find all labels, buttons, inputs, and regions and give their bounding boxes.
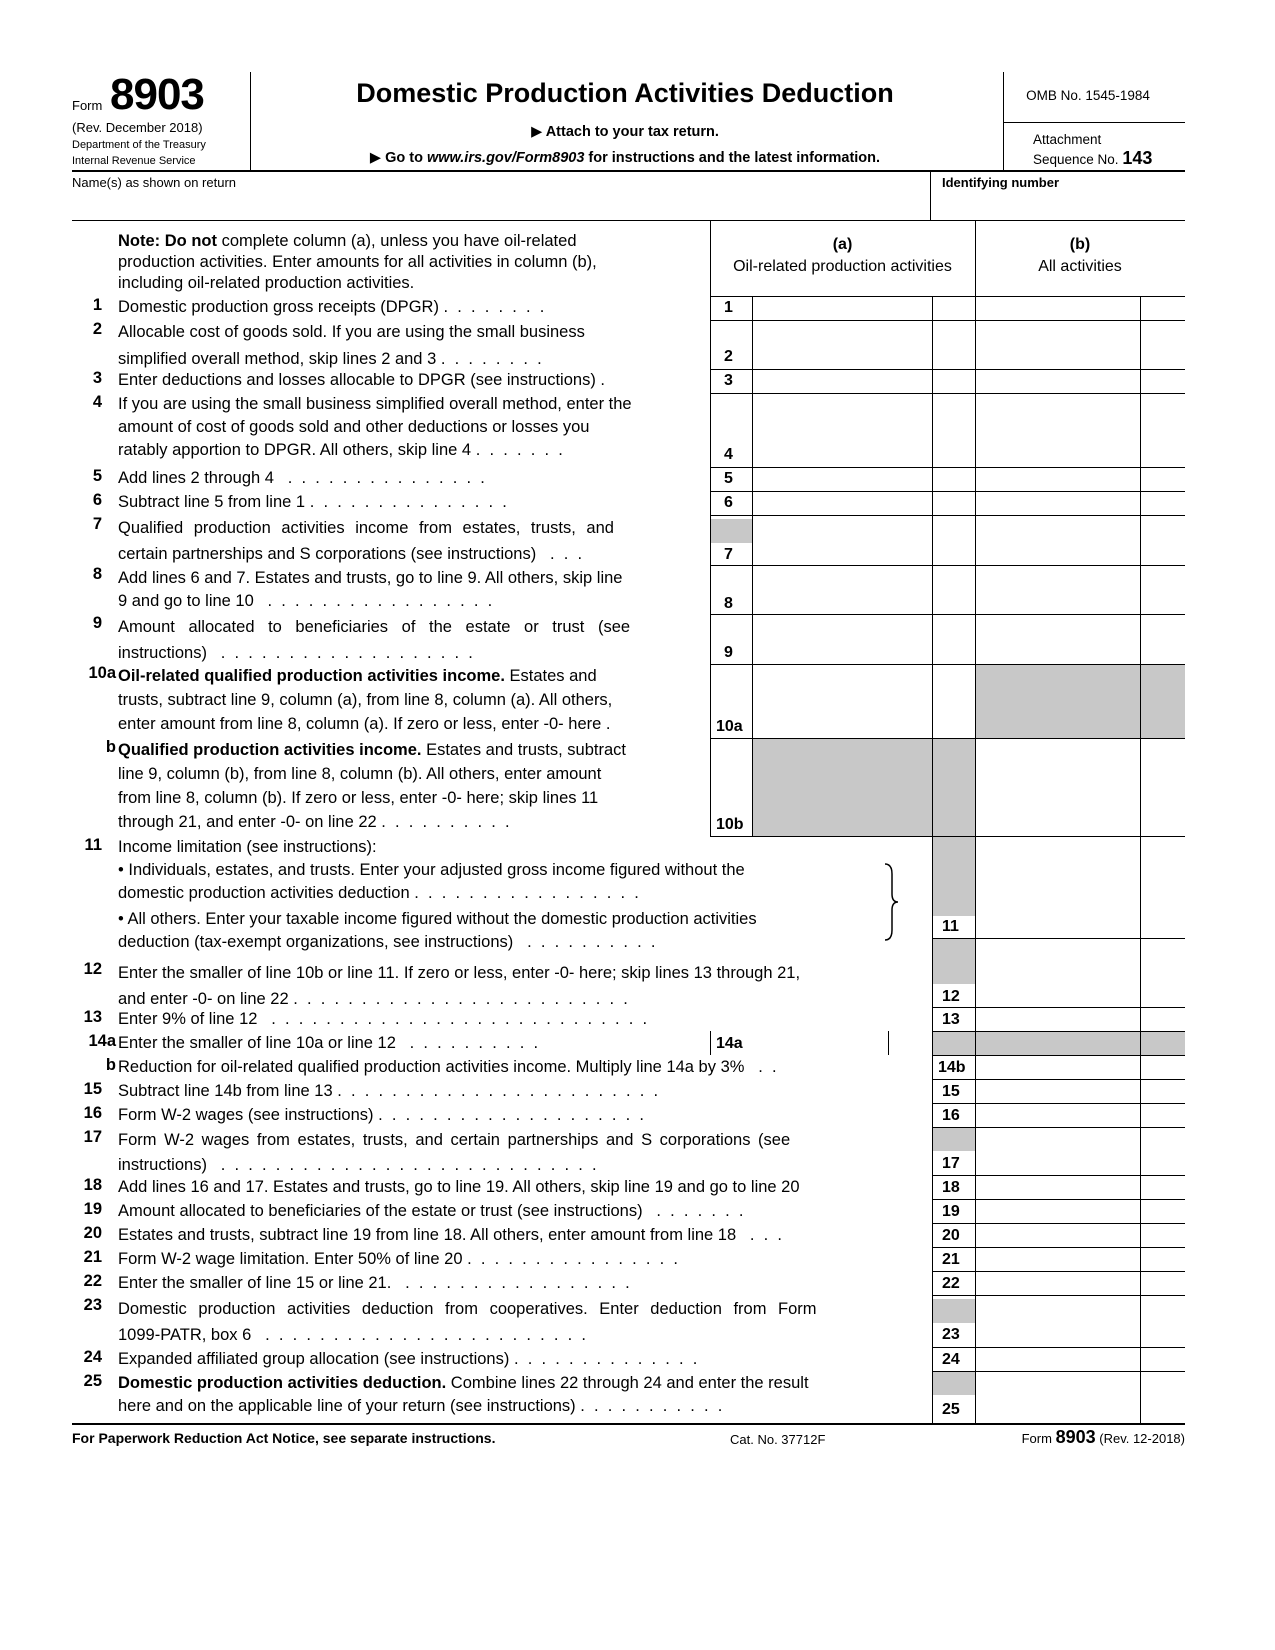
line-8-text: Add lines 6 and 7. Estates and trusts, go to line 9. All others, skip line 9 and go to line 10 . . . . . . . . . . . . . . . . . [118,569,623,610]
note: Note: Do not complete column (a), unless you have oil-related production activities. Enter amounts for all activities in column (b), including oil-related production activities. [118,232,597,292]
line-3-text: Enter deductions and losses allocable to DPGR (see instructions) . [118,371,606,389]
line-6-text: Subtract line 5 from line 1 . . . . . . . . . . . . . . . [118,493,507,511]
line-5b-input[interactable] [977,468,1138,490]
line-15-text: Subtract line 14b from line 13 . . . . . . . . . . . . . . . . . . . . . . . . [118,1082,659,1100]
line-25-box: 25 [942,1401,960,1418]
identifying-number-label: Identifying number [942,175,1059,190]
line-10b-box: 10b [716,816,744,833]
line-11-box: 11 [942,918,959,935]
line-6a-input[interactable] [754,492,930,514]
agency: Internal Revenue Service [72,155,196,167]
line-10a-input[interactable] [754,714,930,736]
right-brace-icon [882,862,900,942]
attach-instruction: ▶ Attach to your tax return. [531,124,719,140]
line-7b-input[interactable] [977,542,1138,564]
line-5-box: 5 [724,470,733,487]
line-23-input[interactable] [977,1323,1138,1345]
line-24-input[interactable] [977,1348,1138,1370]
line-16-box: 16 [942,1107,960,1124]
line-8b-input[interactable] [977,591,1138,613]
line-24-text: Expanded affiliated group allocation (see instructions) . . . . . . . . . . . . . . [118,1350,698,1368]
line-12-box: 12 [942,988,960,1005]
line-16-text: Form W-2 wages (see instructions) . . . . . . . . . . . . . . . . . . . . [118,1106,645,1124]
line-13-text: Enter 9% of line 12 . . . . . . . . . . . . . . . . . . . . . . . . . . . . [118,1010,648,1028]
line-5-text: Add lines 2 through 4 . . . . . . . . . . . . . . . [118,469,485,487]
footer-form-id: Form 8903 (Rev. 12-2018) [1021,1427,1185,1447]
line-9-box: 9 [724,644,733,661]
line-9a-input[interactable] [754,640,930,662]
line-8-box: 8 [724,595,733,612]
column-b-label: All activities [1038,258,1122,275]
line-19-box: 19 [942,1203,960,1220]
line-20-box: 20 [942,1227,960,1244]
line-18-box: 18 [942,1179,960,1196]
line-10b-input[interactable] [977,812,1138,834]
line-14a-text: Enter the smaller of line 10a or line 12 . . . . . . . . . . [118,1034,539,1052]
line-21-input[interactable] [977,1248,1138,1270]
line-20-input[interactable] [977,1224,1138,1246]
names-field[interactable] [72,193,922,219]
line-2b-input[interactable] [977,346,1138,368]
attachment-label: Attachment [1033,132,1102,147]
shade-11-top [932,836,975,916]
line-24-box: 24 [942,1351,960,1368]
line-3a-input[interactable] [754,370,930,392]
line-1-box: 1 [724,299,733,316]
line-9-text: Amount allocated to beneficiaries of the estate or trust (see instructions) . . . . . . . . . . . . . . . . . . . [118,618,631,662]
line-15-input[interactable] [977,1080,1138,1102]
line-9b-input[interactable] [977,640,1138,662]
column-a-letter: (a) [832,236,853,253]
line-25-text: Domestic production activities deduction. Combine lines 22 through 24 and enter the result here and on the applicable line of your return (see instructions) . . . . . . . . . . . [118,1374,809,1415]
line-11-text: Income limitation (see instructions): • Individuals, estates, and trusts. Enter your adjusted gross income figured without the domestic production activities deduction . . . . . . . . . . . . . . . . . • All others. Enter your taxable income figured without the domestic production activities deduction (tax-exempt organizations, see instructions) . . . . . . . . . . [118,838,757,951]
line-22-box: 22 [942,1275,960,1292]
line-21-box: 21 [942,1251,960,1268]
names-label: Name(s) as shown on return [72,175,237,190]
line-7-text: Qualified production activities income from estates, trusts, and certain partnerships and S corporations (see instructions) . . . [118,519,614,563]
line-16-input[interactable] [977,1104,1138,1126]
shade-line7-box [711,519,752,543]
sequence-number [1033,148,1152,169]
shade-12-top [932,938,975,984]
column-a-label: Oil-related production activities [733,258,952,275]
column-b-letter: (b) [1069,236,1091,253]
line-3b-input[interactable] [977,370,1138,392]
line-10a-text: Oil-related qualified production activities income. Estates and trusts, subtract line 9, column (a), from line 8, column (a). All others, enter amount from line 8, column (a). If zero or less, enter -0- here . [118,667,613,733]
line-17-text: Form W-2 wages from estates, trusts, and certain partnerships and S corporations (see instructions) . . . . . . . . . . . . . . . . . . . . . . . . . . . . [118,1131,791,1174]
line-12-input[interactable] [977,984,1138,1006]
line-6-box: 6 [724,494,733,511]
line-4-text: If you are using the small business simplified overall method, enter the amount of cost of goods sold and other deductions or losses you ratably apportion to DPGR. All others, skip line 4 . . . . . . . [118,395,632,459]
paperwork-notice: For Paperwork Reduction Act Notice, see separate instructions. [72,1430,496,1446]
shade-10b-col-a [752,738,975,836]
form-title: Domestic Production Activities Deduction [356,78,894,108]
line-7-box: 7 [724,546,733,563]
line-25-input[interactable] [977,1397,1138,1421]
revision-date: (Rev. December 2018) [72,120,203,135]
line-19-text: Amount allocated to beneficiaries of the estate or trust (see instructions) . . . . . . . [118,1202,744,1220]
goto-prefix: ▶ Go to [369,150,427,166]
note-bold: Note: Do not [118,232,217,250]
line-13-box: 13 [942,1011,960,1028]
shade-10a-col-b [975,664,1185,738]
form-number: 8903 [110,70,204,119]
line-17-box: 17 [942,1155,960,1172]
line-14b-text: Reduction for oil-related qualified production activities income. Multiply line 14a by 3% . . [118,1058,777,1076]
shade-25-top [932,1371,975,1395]
line-5a-input[interactable] [754,468,930,490]
shade-17-top [932,1127,975,1151]
line-14a-box: 14a [716,1035,743,1052]
line-17-input[interactable] [977,1152,1138,1174]
line-21-text: Form W-2 wage limitation. Enter 50% of line 20 . . . . . . . . . . . . . . . . [118,1250,678,1268]
line-3-box: 3 [724,372,733,389]
catalog-number: Cat. No. 37712F [730,1432,826,1447]
line-7a-input[interactable] [754,542,930,564]
shade-14a-row [932,1031,1185,1055]
line-2-text: Allocable cost of goods sold. If you are using the small business simplified overall method, skip lines 2 and 3 . . . . . . . . [118,323,585,368]
goto-suffix: for instructions and the latest information. [584,150,881,166]
line-22-input[interactable] [977,1272,1138,1294]
line-2a-input[interactable] [754,346,930,368]
line-22-text: Enter the smaller of line 15 or line 21. . . . . . . . . . . . . . . . . . [118,1274,630,1292]
irs-url[interactable]: www.irs.gov/Form8903 [426,150,585,166]
line-8a-input[interactable] [754,591,930,613]
line-18-text: Add lines 16 and 17. Estates and trusts, go to line 19. All others, skip line 19 and go to line 20 [118,1178,800,1196]
line-15-box: 15 [942,1083,960,1100]
line-13-input[interactable] [977,1008,1138,1030]
line-1-text: Domestic production gross receipts (DPGR) . . . . . . . . [118,298,545,316]
department: Department of the Treasury [72,139,206,151]
line-23-text: Domestic production activities deduction from cooperatives. Enter deduction from Form 1099-PATR, box 6 . . . . . . . . . . . . . . . . . . . . . . . . [118,1300,817,1344]
line-14b-box: 14b [938,1059,966,1076]
line-19-input[interactable] [977,1200,1138,1222]
identifying-number-field[interactable] [936,193,1181,219]
line-14a-input[interactable] [752,1032,886,1054]
line-2-box: 2 [724,348,733,365]
line-1a-input[interactable] [754,297,930,319]
sequence-value: 143 [1122,148,1153,168]
line-4-box: 4 [724,446,733,463]
sequence-label: Sequence No. [1033,152,1119,167]
line-10a-box: 10a [716,718,743,735]
line-23-box: 23 [942,1326,960,1343]
line-18-input[interactable] [977,1176,1138,1198]
line-1b-input[interactable] [977,297,1138,319]
form-word: Form [72,98,103,113]
website-instruction [250,150,1000,166]
line-4b-input[interactable] [977,444,1138,466]
omb-number: OMB No. 1545-1984 [1026,88,1150,103]
line-10b-text: Qualified production activities income. Estates and trusts, subtract line 9, column (b), from line 8, column (b). All others, enter amount from line 8, column (b). If zero or less, enter -0- here; skip lines 11 through 21, and enter -0- on line 22 . . . . . . . . . . [118,741,626,831]
line-20-text: Estates and trusts, subtract line 19 from line 18. All others, enter amount from line 18 . . . [118,1226,783,1244]
line-14b-input[interactable] [977,1056,1138,1078]
line-12-text: Enter the smaller of line 10b or line 11. If zero or less, enter -0- here; skip lines 13 through 21, and enter -0- on line 22 . . . . . . . . . . . . . . . . . . . . . . . . . [118,964,801,1008]
shade-23-top [932,1299,975,1323]
line-4a-input[interactable] [754,444,930,466]
line-6b-input[interactable] [977,492,1138,514]
line-11-input[interactable] [977,914,1138,936]
